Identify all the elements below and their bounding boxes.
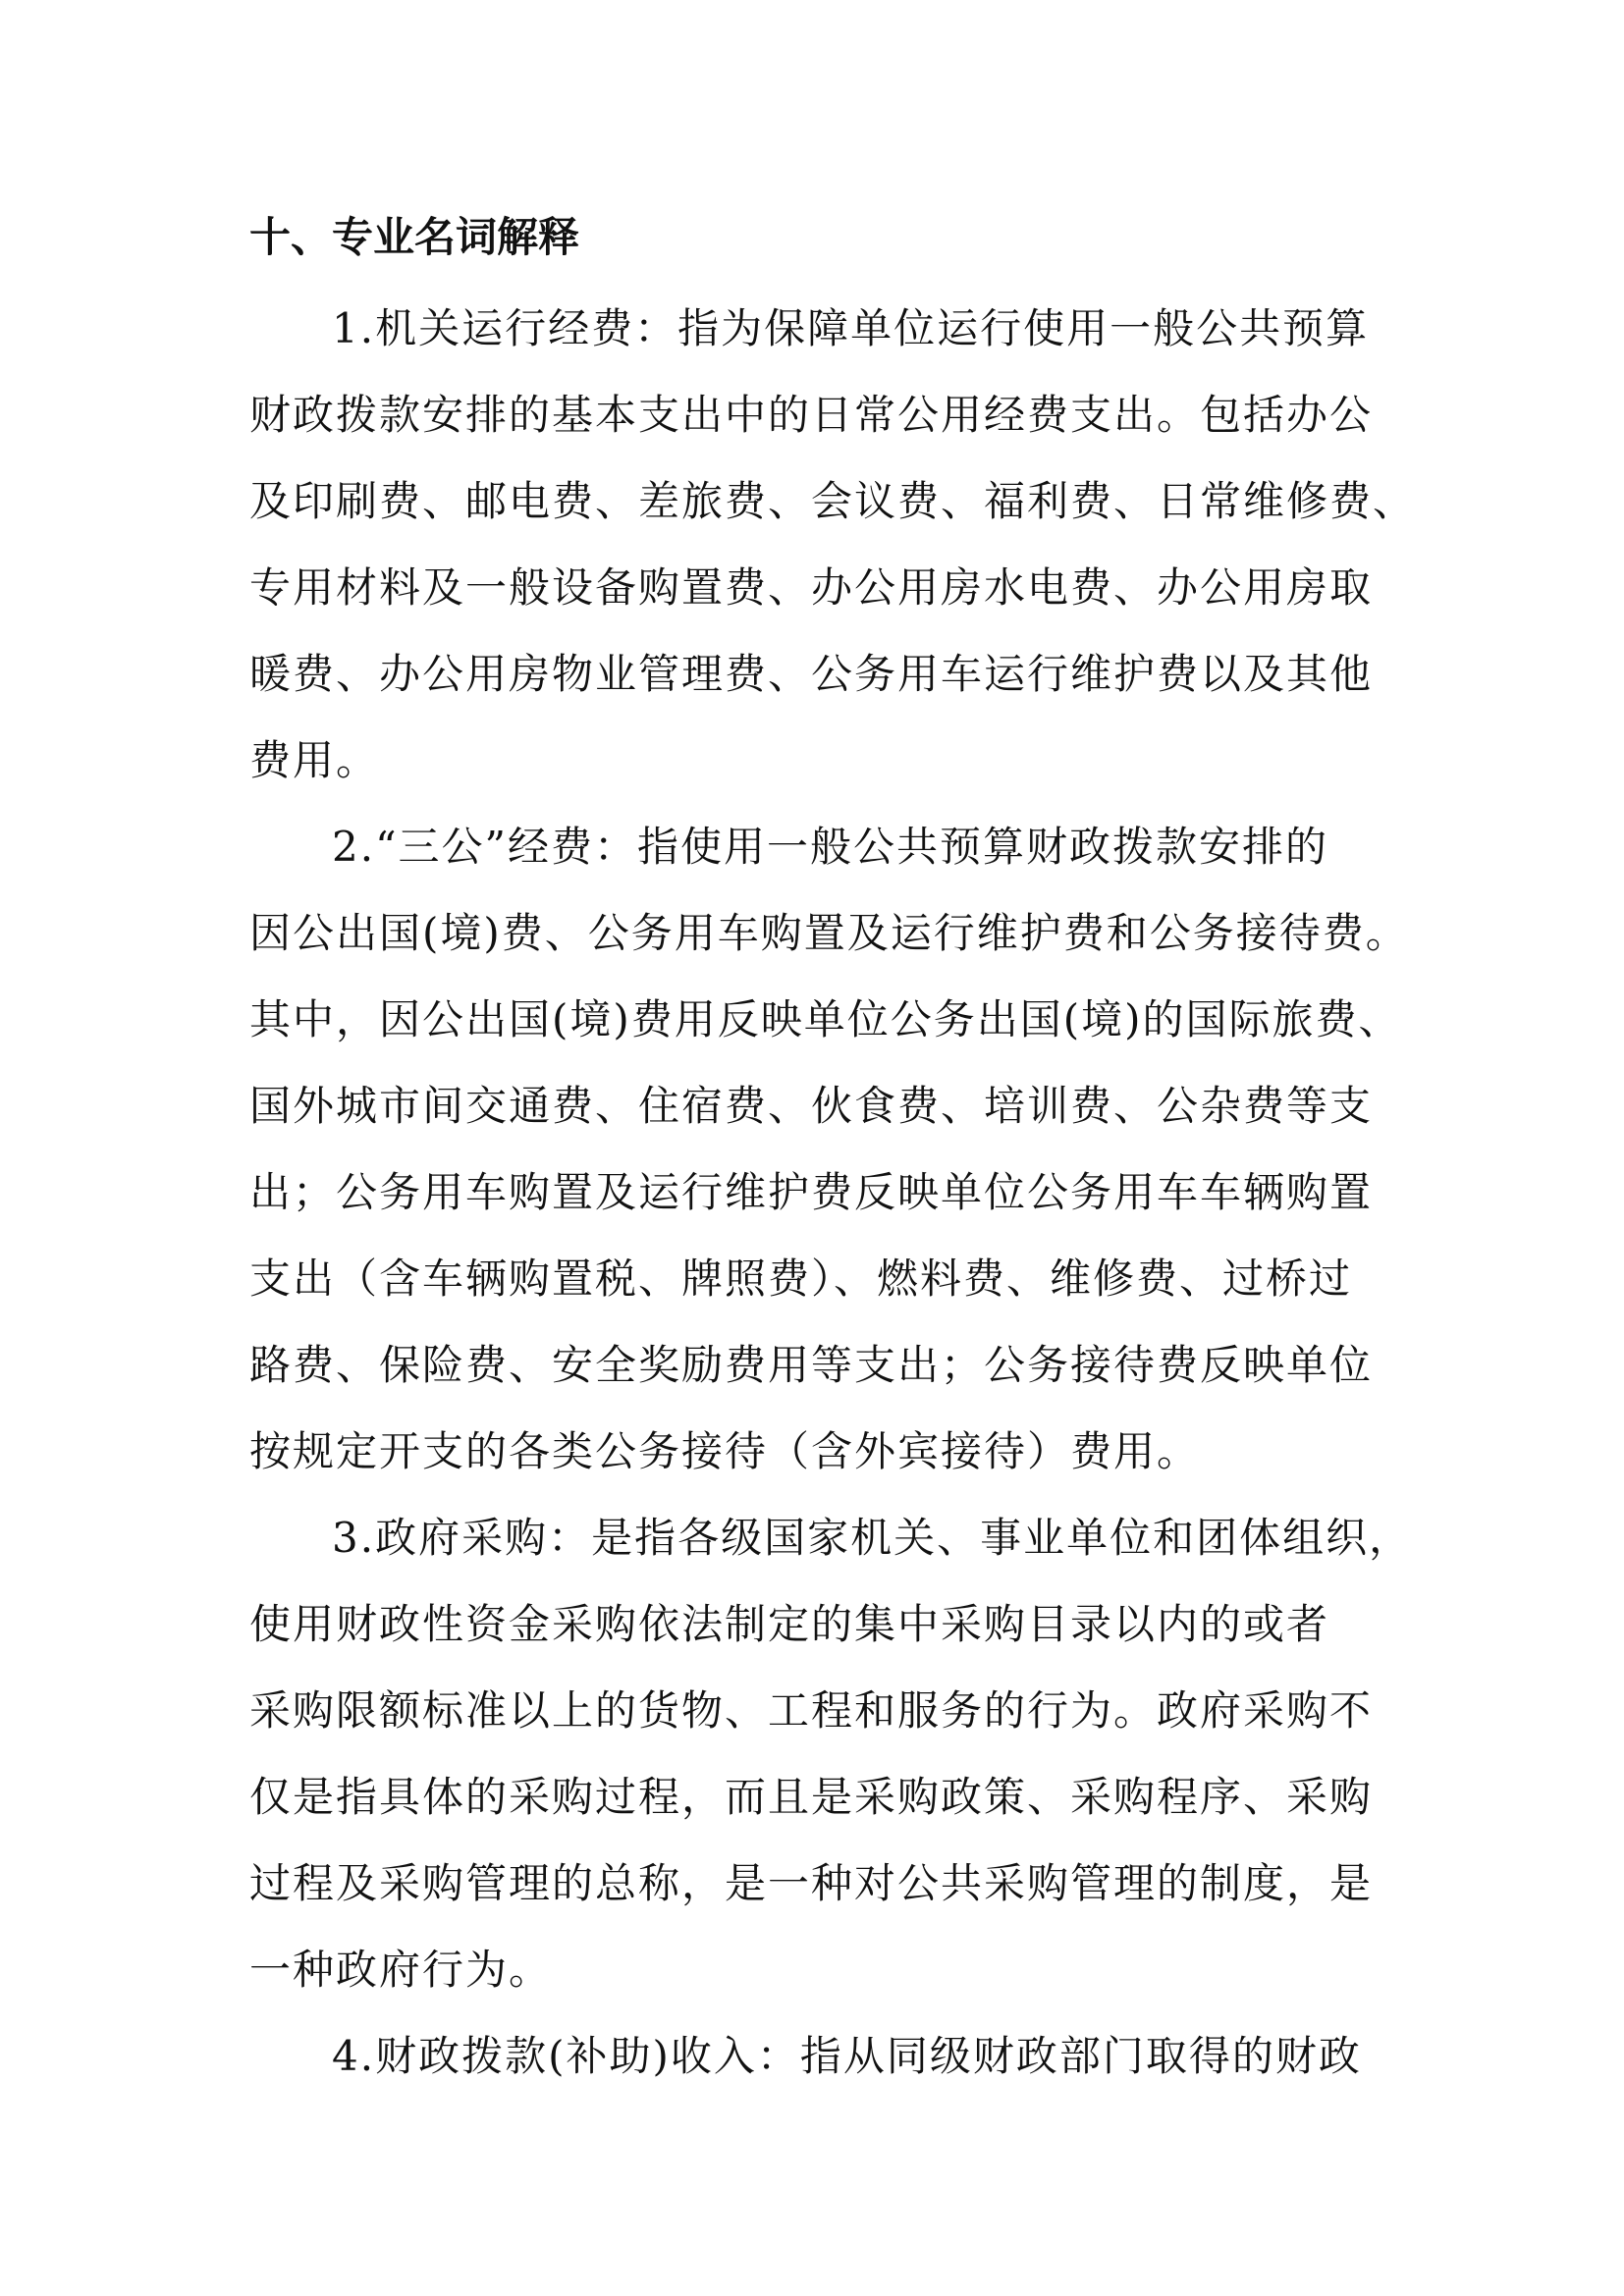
paragraph-2-line-7: 路费、保险费、安全奖励费用等支出；公务接待费反映单位 <box>249 1341 1374 1389</box>
paragraph-1-line-2: 财政拨款安排的基本支出中的日常公用经费支出。包括办公 <box>249 391 1374 439</box>
paragraph-3-line-5: 过程及采购管理的总称，是一种对公共采购管理的制度，是 <box>249 1859 1374 1907</box>
paragraph-2-line-6: 支出（含车辆购置税、牌照费）、燃料费、维修费、过桥过 <box>249 1255 1353 1303</box>
paragraph-3-line-2: 使用财政性资金采购依法制定的集中采购目录以内的或者 <box>249 1600 1330 1648</box>
paragraph-2-line-1: 2.“三公”经费：指使用一般公共预算财政拨款安排的 <box>332 823 1329 871</box>
paragraph-2-line-2: 因公出国(境)费、公务用车购置及运行维护费和公务接待费。 <box>249 909 1409 957</box>
paragraph-1-line-1: 1.机关运行经费：指为保障单位运行使用一般公共预算 <box>332 304 1370 352</box>
paragraph-3-line-6: 一种政府行为。 <box>249 1946 553 1994</box>
paragraph-3-line-1: 3.政府采购：是指各级国家机关、事业单位和团体组织， <box>332 1514 1413 1562</box>
paragraph-1-line-6: 费用。 <box>249 736 380 784</box>
paragraph-3-line-3: 采购限额标准以上的货物、工程和服务的行为。政府采购不 <box>249 1686 1374 1735</box>
paragraph-1-line-4: 专用材料及一般设备购置费、办公用房水电费、办公用房取 <box>249 563 1374 612</box>
paragraph-2-line-3: 其中，因公出国(境)费用反映单位公务出国(境)的国际旅费、 <box>249 995 1402 1043</box>
paragraph-4-line-1: 4.财政拨款(补助)收入：指从同级财政部门取得的财政 <box>332 2032 1362 2080</box>
section-heading: 十、专业名词解释 <box>249 213 580 261</box>
paragraph-3-line-4: 仅是指具体的采购过程，而且是采购政策、采购程序、采购 <box>249 1773 1374 1821</box>
paragraph-1-line-3: 及印刷费、邮电费、差旅费、会议费、福利费、日常维修费、 <box>249 477 1417 525</box>
paragraph-2-line-4: 国外城市间交通费、住宿费、伙食费、培训费、公杂费等支 <box>249 1082 1374 1130</box>
paragraph-1-line-5: 暖费、办公用房物业管理费、公务用车运行维护费以及其他 <box>249 650 1374 698</box>
paragraph-2-line-8: 按规定开支的各类公务接待（含外宾接待）费用。 <box>249 1427 1201 1475</box>
paragraph-2-line-5: 出；公务用车购置及运行维护费反映单位公务用车车辆购置 <box>249 1168 1374 1216</box>
